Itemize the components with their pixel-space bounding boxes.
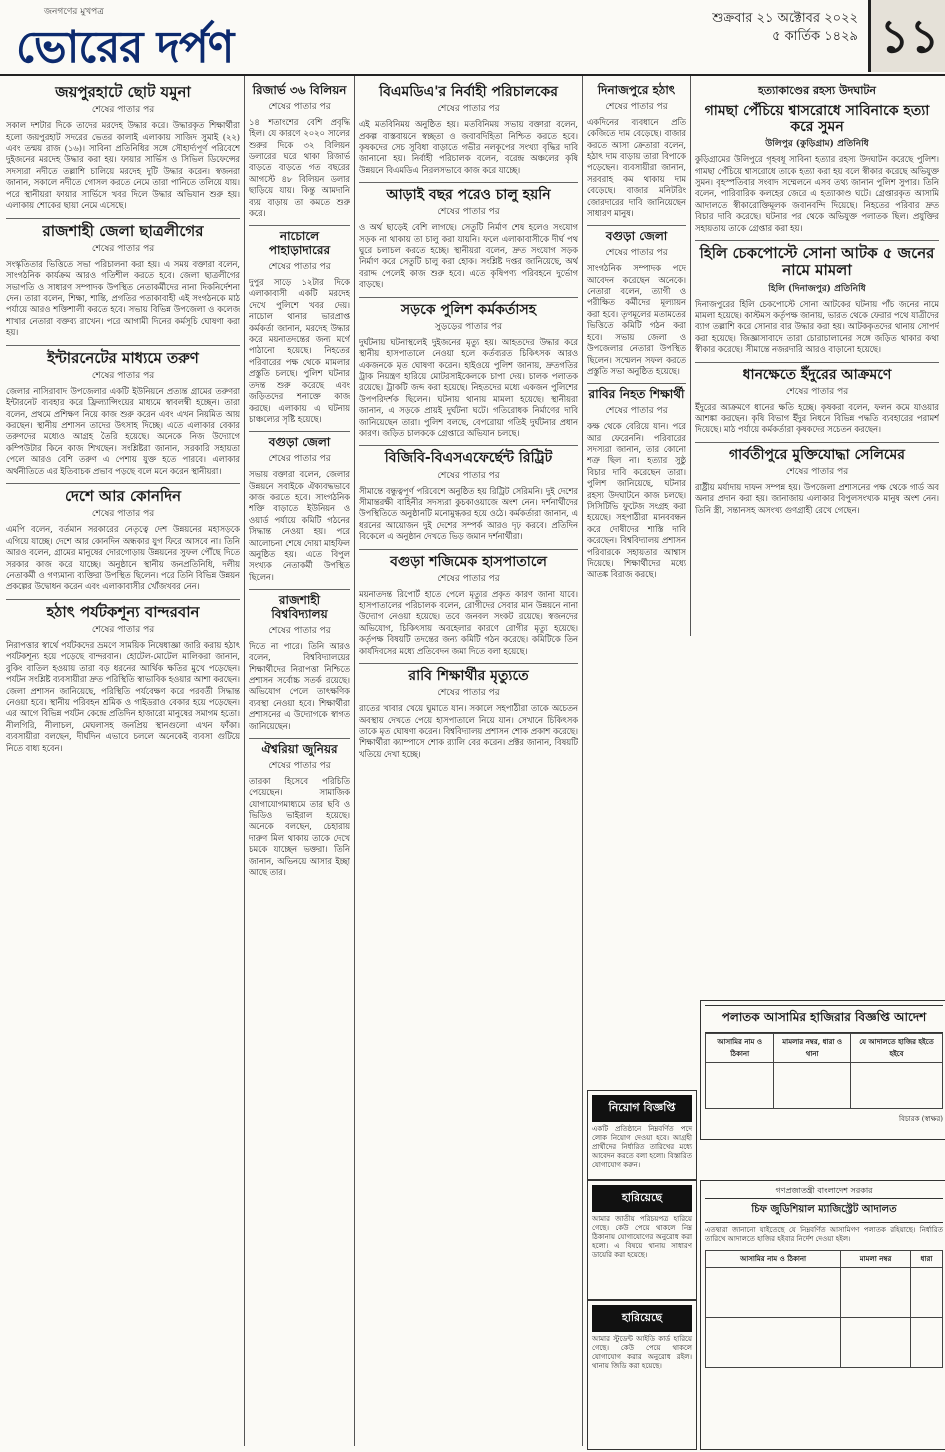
- dateline: [638, 10, 858, 46]
- continued-label: শেষের পাতার পর: [437, 104, 500, 115]
- notice-header: গণপ্রজাতন্ত্রী বাংলাদেশ সরকার: [775, 1186, 873, 1195]
- notice-body: এতদ্বারা জানানো যাইতেছে যে নিম্নবর্ণিত আসামিগণ পলাতক রহিয়াছে। নির্ধারিত তারিখে আদালতে হাজির হইবার নির্দেশ দেওয়া হইল।: [705, 1226, 943, 1243]
- headline: হিলি চেকপোস্টে সোনা আটক ৫ জনের নামে মামলা: [699, 244, 935, 280]
- kicker: হত্যাকাণ্ডের রহস্য উদঘাটন: [758, 84, 876, 97]
- article-body: রাতের খাবার খেয়ে ঘুমাতে যান। সকালে সহপাঠীরা তাকে অচেতন অবস্থায় দেখতে পেয়ে হাসপাতালে নিয়ে যান। সেখানে চিকিৎসক তাকে মৃত ঘোষণা করেন। বিশ্ববিদ্যালয় প্রশাসন শোক প্রকাশ করেছে। শিক্ষার্থীরা ক্যাম্পাসে শোক র‍্যালি বের করেন। প্রক্টর জানান, বিষয়টি খতিয়ে দেখা হচ্ছে।: [359, 703, 578, 759]
- article-body: এমপি বলেন, বর্তমান সরকারের নেতৃত্বে দেশ উন্নয়নের মহাসড়কে এগিয়ে যাচ্ছে। দেশে আর কোনদিন অন্ধকার যুগ ফিরে আসবে না। তিনি আরও বলেন, গ্রামের মানুষের দোরগোড়ায় উন্নয়নের সুফল পৌঁছে দিতে সরকার কাজ করে যাচ্ছে। অনুষ্ঠানে স্থানীয় জনপ্রতিনিধি, দলীয় নেতাকর্মী ও গণ্যমান্য ব্যক্তিরা উপস্থিত ছিলেন। পরে তিনি বিভিন্ন উন্নয়ন প্রকল্পের উদ্বোধন করেন এবং এলাকাবাসীর খোঁজখবর নেন।: [6, 524, 240, 592]
- article-body: কক্ষ থেকে বেরিয়ে যান। পরে আর ফেরেননি। পরিবারের সদস্যরা জানান, তার কোনো শত্রু ছিল না। হত্যার সুষ্ঠু বিচার দাবি করেছেন তারা। পুলিশ জানিয়েছে, ঘটনার রহস্য উদঘাটনে কাজ চলছে। সিসিটিভি ফুটেজ সংগ্রহ করা হয়েছে। সহপাঠীরা মানববন্ধন করে দোষীদের শাস্তি দাবি করেছেন। বিশ্ববিদ্যালয় প্রশাসন পরিবারকে সহায়তার আশ্বাস দিয়েছে। শিক্ষার্থীদের মধ্যে আতঙ্ক বিরাজ করছে।: [587, 421, 686, 580]
- headline: সড়কে পুলিশ কর্মকর্তাসহ: [400, 301, 537, 318]
- headline: রাবি শিক্ষার্থীর মৃত্যুতে: [408, 668, 529, 685]
- lost-notice-title: হারিয়েছে: [592, 1185, 692, 1212]
- lost-notice-title: হারিয়েছে: [592, 1305, 692, 1332]
- article-body: একদিনের ব্যবধানে প্রতি কেজিতে দাম বেড়েছে। বাজার করতে আসা ক্রেতারা বলেন, হঠাৎ দাম বাড়ায় তারা বিপাকে পড়েছেন। ব্যবসায়ীরা জানান, সরবরাহ কম থাকায় দাম বেড়েছে। বাজার মনিটরিং জোরদারের দাবি জানিয়েছেন সাধারণ মানুষ।: [587, 116, 686, 219]
- table-cell: [850, 1063, 942, 1109]
- headline: রাজশাহী জেলা ছাত্রলীগের: [42, 221, 204, 240]
- continued-label: শেষের পাতার পর: [91, 509, 155, 520]
- byline: উলিপুর (কুড়িগ্রাম) প্রতিনিধি: [765, 139, 869, 150]
- table-cell: [910, 1268, 942, 1318]
- logo-tagline: জনগণের মুখপত্র: [44, 7, 104, 17]
- headline: রাবির নিহত শিক্ষার্থী: [588, 387, 685, 402]
- continued-label: শেষের পাতার পর: [437, 470, 500, 481]
- headline: গামছা পেঁচিয়ে শ্বাসরোধে সাবিনাকে হত্যা করে সুমন: [704, 103, 930, 136]
- table-cell: [706, 1268, 841, 1318]
- continued-label: শেষের পাতার পর: [605, 248, 668, 259]
- column-3: [359, 82, 578, 1446]
- continued-label: শেষের পাতার পর: [605, 406, 668, 417]
- headline: ধানক্ষেতে ইঁদুরের আক্রমণে: [742, 366, 892, 383]
- article-bmda: [359, 84, 578, 176]
- continued-label: শেষের পাতার পর: [437, 573, 500, 584]
- continued-label: শেষের পাতার পর: [785, 386, 849, 397]
- article-reserve: [249, 84, 350, 219]
- headline: দিনাজপুরে হঠাৎ: [597, 83, 676, 97]
- continued-label: শেষের পাতার পর: [437, 688, 500, 699]
- continued-label: শেষের পাতার পর: [268, 625, 331, 636]
- article-nachol: [249, 230, 350, 425]
- lost-notice-1: [587, 1180, 697, 1300]
- headline: দেশে আর কোনদিন: [64, 487, 182, 506]
- continued-label: শেষের পাতার পর: [605, 101, 668, 112]
- continued-label: শেষের পাতার পর: [785, 466, 849, 477]
- lost-notice-body: আমার জাতীয় পরিচয়পত্র হারিয়ে গেছে। কেউ পেয়ে থাকলে নিম্ন ঠিকানায় যোগাযোগের অনুরোধ করা হলো। এ বিষয়ে থানায় সাধারণ ডায়েরি করা হয়েছে।: [592, 1215, 692, 1259]
- article-body: ইঁদুরের আক্রমণে ধানের ক্ষতি হচ্ছে। কৃষকরা বলেন, ফলন কমে যাওয়ার আশঙ্কা করছেন। কৃষি বিভাগ ইঁদুর নিধনে বিভিন্ন পদ্ধতি ব্যবহারের পরামর্শ দিয়েছে। মাঠ পর্যায়ে কর্মকর্তারা কৃষকদের সচেতন করছেন।: [695, 401, 939, 435]
- article-freedom-fighter: [695, 447, 939, 516]
- lost-notice-body: আমার স্টুডেন্ট আইডি কার্ড হারিয়ে গেছে। কেউ পেয়ে থাকলে যোগাযোগ করার অনুরোধ রইল। থানায় জিডি করা হয়েছে।: [592, 1335, 692, 1370]
- table-header: মামলা নম্বর: [841, 1251, 911, 1268]
- masthead: [0, 0, 945, 76]
- article-body: সীমান্তে বন্ধুত্বপূর্ণ পরিবেশে অনুষ্ঠিত হয় রিট্রিট সেরিমনি। দুই দেশের সীমান্তরক্ষী বাহিনীর সদস্যরা কুচকাওয়াজে অংশ নেন। দর্শনার্থীদের উপস্থিতিতে অনুষ্ঠানটি মনোমুগ্ধকর হয়ে ওঠে। কর্মকর্তারা জানান, এ ধরনের আয়োজন দুই দেশের সম্পর্ক আরও দৃঢ় করবে। প্রতিদিন বিকেলে এ অনুষ্ঠান দেখতে ভিড় জমান দর্শনার্থীরা।: [359, 485, 578, 542]
- article-body: এই মতবিনিময় অনুষ্ঠিত হয়। মতবিনিময় সভায় বক্তারা বলেন, প্রকল্প বাস্তবায়নে স্বচ্ছতা ও জবাবদিহিতা নিশ্চিত করতে হবে। কৃষকদের সেচ সুবিধা বাড়াতে গভীর নলকূপের সংখ্যা বৃদ্ধির দাবি জানানো হয়। নির্বাহী পরিচালক বলেন, বরেন্দ্র অঞ্চলের কৃষি উন্নয়নে বিএমডিএ নিরলসভাবে কাজ করে যাচ্ছে।: [359, 119, 578, 175]
- continued-label: শেষের পাতার পর: [437, 207, 500, 218]
- notice-table: [705, 1033, 943, 1109]
- lost-notice-2: [587, 1300, 697, 1450]
- continued-label: সুড়ড়ের পাতার পর: [434, 321, 503, 332]
- headline: আড়াই বছর পরেও চালু হয়নি: [386, 187, 551, 204]
- article-body: তারকা হিসেবে পরিচিতি পেয়েছেন। সামাজিক যোগাযোগমাধ্যমে তার ছবি ও ভিডিও ভাইরাল হয়েছে। অনেকে বলছেন, চেহারায় দারুণ মিল থাকায় তাকে দেখে চমকে যাচ্ছেন ভক্তরা। তিনি জানান, অভিনয়ে আসার ইচ্ছা আছে তার।: [249, 775, 350, 878]
- headline: নাচোলে পাহাড়াদারের: [268, 229, 331, 258]
- job-ad-title: নিয়োগ বিজ্ঞপ্তি: [592, 1095, 692, 1122]
- article-rats: [695, 367, 939, 436]
- article-body: জেলার নাসিরাবাদ উপজেলার একটি ইউনিয়নে প্রত্যন্ত গ্রামের তরুণরা ইন্টারনেট ব্যবহার করে ফ্রিল্যান্সিংয়ের মাধ্যমে স্বাবলম্বী হচ্ছেন। তারা বলেন, প্রথমে প্রশিক্ষণ নিয়ে কাজ শুরু করেন এবং এখন নিয়মিত আয় করছেন। স্থানীয় প্রশাসন তাদের উৎসাহ দিচ্ছে। এতে এলাকার বেকার তরুণদের মধ্যেও আগ্রহ তৈরি হয়েছে। অনেকে নিজ উদ্যোগে কম্পিউটার কিনে কাজ শিখছেন। সংশ্লিষ্টরা জানান, সরকারি সহায়তা পেলে আরও বেশি তরুণ এ পেশায় যুক্ত হতে পারবে। এলাকার অর্থনীতিতে এর ইতিবাচক প্রভাব পড়ছে বলে মনে করেন স্থানীয়রা।: [6, 385, 240, 476]
- article-jamuna: [6, 84, 240, 212]
- article-dinajpur: [587, 84, 686, 219]
- continued-label: শেষের পাতার পর: [268, 101, 331, 112]
- notice-title: চিফ জুডিশিয়াল ম্যাজিস্ট্রেট আদালত: [705, 1198, 943, 1223]
- court-notice-cjm: [700, 1180, 945, 1450]
- article-hili-gold: [695, 245, 939, 356]
- date-bengali: ৫ কার্তিক ১৪২৯: [772, 29, 858, 44]
- continued-label: শেষের পাতার পর: [91, 370, 155, 381]
- table-cell: [841, 1318, 911, 1368]
- headline: জয়পুরহাটে ছোট যমুনা: [55, 83, 191, 101]
- article-body: সভায় বক্তারা বলেন, জেলার উন্নয়নে সবাইকে ঐক্যবদ্ধভাবে কাজ করতে হবে। সাংগঠনিক শক্তি বাড়াতে ইউনিয়ন ও ওয়ার্ড পর্যায়ে কমিটি গঠনের সিদ্ধান্ত নেওয়া হয়। পরে আলোচনা শেষে দোয়া মাহফিল অনুষ্ঠিত হয়। এতে বিপুল সংখ্যক নেতাকর্মী উপস্থিত ছিলেন।: [249, 469, 350, 582]
- headline: ইন্টারনেটের মাধ্যমে তরুণ: [47, 348, 199, 367]
- headline: বগুড়া শজিমেক হাসপাতালে: [390, 553, 547, 570]
- continued-label: শেষের পাতার পর: [268, 760, 331, 771]
- article-chhatraleague: [6, 223, 240, 339]
- job-ad-body: একটি প্রতিষ্ঠানে নিম্নবর্ণিত পদে লোক নিয়োগ দেওয়া হবে। আগ্রহী প্রার্থীদের নির্ধারিত তারিখের মধ্যে আবেদন করতে বলা হলো। বিস্তারিত যোগাযোগ করুন।: [592, 1125, 692, 1169]
- article-road-accident: [359, 302, 578, 440]
- headline: বিএমডিএ'র নির্বাহী পরিচালকের: [379, 84, 558, 100]
- table-cell: [774, 1063, 851, 1109]
- article-body: দুর্ঘটনায় ঘটনাস্থলেই দুইজনের মৃত্যু হয়। আহতদের উদ্ধার করে স্থানীয় হাসপাতালে নেওয়া হলে কর্তব্যরত চিকিৎসক আরও একজনকে মৃত ঘোষণা করেন। হাইওয়ে পুলিশ জানায়, দ্রুতগতির ট্রাক নিয়ন্ত্রণ হারিয়ে মোটরসাইকেলকে চাপা দেয়। চালক পলাতক রয়েছে। ট্রাকটি জব্দ করা হয়েছে। নিহতদের মধ্যে একজন পুলিশের উপপরিদর্শক ছিলেন। ঘটনায় থানায় মামলা হয়েছে। স্থানীয়রা জানান, এ সড়কে প্রায়ই দুর্ঘটনা ঘটে। গতিরোধক নির্মাণের দাবি জানিয়েছেন তারা। পুলিশ বলছে, বেপরোয়া গতিই দুর্ঘটনার প্রধান কারণ। জড়িত চালককে গ্রেপ্তারে অভিযান চলছে।: [359, 336, 578, 438]
- article-bridge: [359, 187, 578, 291]
- column-2: [249, 82, 350, 1446]
- continued-label: শেষের পাতার পর: [268, 262, 331, 273]
- table-header: মামলার নম্বর, ধারা ও থানা: [774, 1034, 851, 1063]
- table-cell: [706, 1318, 841, 1368]
- article-sabina: [695, 82, 939, 234]
- continued-label: শেষের পাতার পর: [268, 454, 331, 465]
- continued-label: শেষের পাতার পর: [91, 243, 155, 254]
- column-rule: [690, 76, 691, 636]
- headline: বগুড়া জেলা: [268, 435, 331, 450]
- newspaper-logo: ভোরের দর্পণ: [16, 22, 234, 73]
- article-aishwarya: [249, 743, 350, 878]
- date-gregorian: শুক্রবার ২১ অক্টোবর ২০২২: [712, 11, 858, 26]
- continued-label: শেষের পাতার পর: [91, 625, 155, 636]
- article-body: সাংগঠনিক সম্পাদক পদে আবেদন করেছেন অনেকে। নেতারা বলেন, ত্যাগী ও পরীক্ষিত কর্মীদের মূল্যায়ন করা হবে। তৃণমূলের মতামতের ভিত্তিতে কমিটি গঠন করা হবে। সভায় জেলা ও উপজেলার নেতারা উপস্থিত ছিলেন। সম্মেলন সফল করতে প্রস্তুতি সভা অনুষ্ঠিত হয়েছে।: [587, 263, 686, 376]
- article-rajshahi-university: [249, 594, 350, 732]
- headline: হঠাৎ পর্যটকশূন্য বান্দরবান: [46, 602, 200, 621]
- article-body: ১৪ শতাংশের বেশি প্রবৃদ্ধি হিল। যে কারণে ২০২০ সালের শুরুর দিকে ৩২ বিলিয়ন ডলারের ঘরে থাকা রিজার্ভ বাড়তে বাড়তে গত বছরের আগস্টে ৪৮ বিলিয়ন ডলার ছাড়িয়ে যায়। কিন্তু আমদানি ব্যয় বাড়ায় তা কমতে শুরু করে।: [249, 116, 350, 219]
- article-bogura-1: [249, 436, 350, 583]
- headline: ঐশ্বরিয়া জুনিয়র: [261, 742, 338, 757]
- article-body: কুড়িগ্রামের উলিপুরে গৃহবধূ সাবিনা হত্যার রহস্য উদঘাটন করেছে পুলিশ। গামছা পেঁচিয়ে শ্বাসরোধে তাকে হত্যা করা হয় বলে স্বীকার করেছে অভিযুক্ত সুমন। বৃহস্পতিবার সংবাদ সম্মেলনে এসব তথ্য জানান পুলিশ সুপার। তিনি বলেন, পারিবারিক কলহের জেরে এ হত্যাকাণ্ড ঘটে। গ্রেপ্তারকৃত আসামি আদালতে স্বীকারোক্তিমূলক জবানবন্দি দিয়েছে। নিহতের পরিবার দ্রুত বিচার দাবি করেছে। ঘটনার পর থেকে অভিযুক্ত পলাতক ছিল। প্রযুক্তির সহায়তায় তাকে গ্রেপ্তার করা হয়।: [695, 154, 939, 233]
- article-body: রাষ্ট্রীয় মর্যাদায় দাফন সম্পন্ন হয়। উপজেলা প্রশাসনের পক্ষ থেকে গার্ড অব অনার প্রদান করা হয়। জানাজায় এলাকার বিপুলসংখ্যক মানুষ অংশ নেন। তিনি স্ত্রী, সন্তানসহ অসংখ্য গুণগ্রাহী রেখে গেছেন।: [695, 481, 939, 515]
- article-body: দিনাজপুরের হিলি চেকপোস্টে সোনা আটকের ঘটনায় পাঁচ জনের নামে মামলা হয়েছে। কাস্টমস কর্তৃপক্ষ জানায়, ভারত থেকে ফেরার পথে যাত্রীদের ব্যাগ তল্লাশি করে সোনার বার উদ্ধার করা হয়। আটককৃতদের থানায় সোপর্দ করা হয়েছে। জিজ্ঞাসাবাদে তারা চোরাচালানের সঙ্গে জড়িত থাকার কথা স্বীকার করেছে। সীমান্তে নজরদারি আরও বাড়ানো হয়েছে।: [695, 298, 939, 355]
- article-bogura-2: [587, 230, 686, 377]
- headline: রাজশাহী বিশ্ববিদ্যালয়: [271, 593, 328, 621]
- article-bgb-bsf: [359, 450, 578, 542]
- article-rabi-killed: [587, 388, 686, 580]
- table-cell: [910, 1318, 942, 1368]
- table-header: আসামির নাম ও ঠিকানা: [706, 1034, 774, 1063]
- byline: হিলি (দিনাজপুর) প্রতিনিধি: [768, 283, 866, 294]
- table-header: যে আদালতে হাজির হইতে হইবে: [850, 1034, 942, 1063]
- table-cell: [841, 1268, 911, 1318]
- column-rule: [582, 76, 583, 1446]
- headline: বগুড়া জেলা: [605, 229, 668, 244]
- article-shajimec: [359, 554, 578, 658]
- article-internet: [6, 350, 240, 478]
- continued-label: শেষের পাতার পর: [91, 105, 155, 116]
- article-body: দিতে না পারে। তিনি আরও বলেন, বিশ্ববিদ্যালয়ের শিক্ষার্থীদের নিরাপত্তা নিশ্চিতে প্রশাসন সর্বোচ্চ সতর্ক রয়েছে। অভিযোগ পেলে তাৎক্ষণিক ব্যবস্থা নেওয়া হবে। শিক্ষার্থীরা প্রশাসনের এ উদ্যোগকে স্বাগত জানিয়েছেন।: [249, 640, 350, 731]
- table-header: ধারা: [910, 1251, 942, 1268]
- job-ad: [587, 1090, 697, 1180]
- column-rule: [244, 76, 245, 1446]
- headline: বিজিবি-বিএসএফের্ছেন্ট রিট্রিট: [384, 450, 553, 467]
- column-rule: [354, 76, 355, 1446]
- headline: গার্বতীপুরে মুক্তিযোদ্ধা সেলিমের: [728, 446, 906, 463]
- article-bandarban: [6, 604, 240, 754]
- column-1: [6, 82, 240, 1446]
- article-rabi-student-death: [359, 668, 578, 760]
- notice-table: [705, 1250, 943, 1368]
- article-body: ময়নাতদন্ত রিপোর্ট হাতে পেলে মৃত্যুর প্রকৃত কারণ জানা যাবে। হাসপাতালের পরিচালক বলেন, রোগীদের সেবার মান উন্নয়নে নানা উদ্যোগ নেওয়া হয়েছে। তবে জনবল সংকট রয়েছে। স্বজনদের অভিযোগ, চিকিৎসায় অবহেলার কারণে রোগীর মৃত্যু হয়েছে। কর্তৃপক্ষ বিষয়টি তদন্তের জন্য কমিটি গঠন করেছে। কমিটিকে তিন কার্যদিবসের মধ্যে প্রতিবেদন জমা দিতে বলা হয়েছে।: [359, 588, 578, 656]
- notice-title: পলাতক আসামির হাজিরার বিজ্ঞপ্তি আদেশ: [705, 1005, 943, 1033]
- article-body: দুপুর সাড়ে ১২টার দিকে এলাকাবাসী একটি মরদেহ দেখে পুলিশে খবর দেয়। নাচোল থানার ভারপ্রাপ্ত কর্মকর্তা জানান, মরদেহ উদ্ধার করে ময়নাতদন্তের জন্য মর্গে পাঠানো হয়েছে। নিহতের পরিবারের পক্ষ থেকে মামলার প্রস্তুতি চলছে। পুলিশ ঘটনার তদন্ত শুরু করেছে এবং জড়িতদের শনাক্তে কাজ করছে। এলাকায় এ ঘটনায় চাঞ্চল্যের সৃষ্টি হয়েছে।: [249, 277, 350, 424]
- article-body: নিরাপত্তার স্বার্থে পর্যটকদের ভ্রমণে সাময়িক নিষেধাজ্ঞা জারি করায় হঠাৎ পর্যটকশূন্য হয়ে পড়েছে বান্দরবান। হোটেল-মোটেল মালিকরা জানান, বুকিং বাতিল হওয়ায় তারা বড় ধরনের আর্থিক ক্ষতির মুখে পড়েছেন। পর্যটন সংশ্লিষ্ট ব্যবসায়ীরা দ্রুত পরিস্থিতি স্বাভাবিক হওয়ার আশা করছেন। জেলা প্রশাসন জানিয়েছে, পরিস্থিতি পর্যবেক্ষণ করে পরবর্তী সিদ্ধান্ত নেওয়া হবে। স্থানীয় পরিবহন শ্রমিক ও গাইডরাও বেকার হয়ে পড়েছেন। এর আগে বিভিন্ন পর্যটন কেন্দ্রে প্রতিদিন হাজারো মানুষের সমাগম হতো। নীলগিরি, নীলাচল, মেঘলাসহ জনপ্রিয় স্থানগুলো এখন ফাঁকা। ব্যবসায়ীরা বলছেন, দীর্ঘদিন এভাবে চললে অনেকেই ব্যবসা গুটিয়ে নিতে বাধ্য হবেন।: [6, 640, 240, 753]
- court-notice-absconding: [700, 1000, 945, 1140]
- signature: বিচারক (স্বাক্ষর): [899, 1115, 943, 1123]
- article-body: সংস্কৃতিতার ভিত্তিতে সভা পরিচালনা করা হয়। এ সময় বক্তারা বলেন, সাংগঠনিক কার্যক্রম আরও গতিশীল করতে হবে। জেলা ছাত্রলীগের সভাপতি ও সাধারণ সম্পাদক উপস্থিত নেতাকর্মীদের নানা দিকনির্দেশনা দেন। তারা বলেন, শিক্ষা, শান্তি, প্রগতির পতাকাবাহী এই সংগঠনকে মাঠ পর্যায়ে আরও শক্তিশালী করতে হবে। সভায় বিভিন্ন উপজেলা ও কলেজ শাখার নেতারা বক্তব্য রাখেন। পরে আগামী দিনের কর্মসূচি ঘোষণা করা হয়।: [6, 258, 240, 338]
- article-body: ও অর্থ ছাড়েই বেশি লাগছে। সেতুটি নির্মাণ শেষ হলেও সংযোগ সড়ক না থাকায় তা চালু করা যায়নি। ফলে এলাকাবাসীকে দীর্ঘ পথ ঘুরে চলাচল করতে হচ্ছে। স্থানীয়রা বলেন, দ্রুত সংযোগ সড়ক নির্মাণ করে সেতুটি চালু করা হোক। সংশ্লিষ্ট দপ্তর জানিয়েছে, অর্থ বরাদ্দ পেলেই কাজ শুরু হবে। এতে কৃষিপণ্য পরিবহনে দুর্ভোগ বাড়ছে।: [359, 222, 578, 290]
- table-cell: [706, 1063, 774, 1109]
- article-deshe: [6, 488, 240, 593]
- table-header: আসামির নাম ও ঠিকানা: [706, 1251, 841, 1268]
- headline: রিজার্ভ ৩৬ বিলিয়ন: [252, 83, 347, 97]
- page-number: ১১: [868, 0, 945, 72]
- article-body: সকাল দশটার দিকে তাদের মরদেহ উদ্ধার করে। উদ্ধারকৃত শিক্ষার্থীরা হলো জয়পুরহাট সদরের ভেতর কালাই এলাকায় সাজিদ সুমাই (২২) এবং তন্ময় রাজ (১৬)। সাবিনা প্রতিনিধির সঙ্গে সৌহার্দ্যপূর্ণ পরিবেশে দুইজনের মরদেহ উদ্ধার করা হয়। ফায়ার সার্ভিস ও সিভিল ডিফেন্সের সদস্যরা নদীতে তল্লাশি চালিয়ে মরদেহ দুটি উদ্ধার করেন। স্বজনরা জানান, সকালে নদীতে গোসল করতে নেমে তারা পানিতে তলিয়ে যায়। পরে স্থানীয়রা ফায়ার সার্ভিসে খবর দিলে উদ্ধার অভিযান শুরু হয়। এলাকায় শোকের ছায়া নেমে এসেছে।: [6, 120, 240, 211]
